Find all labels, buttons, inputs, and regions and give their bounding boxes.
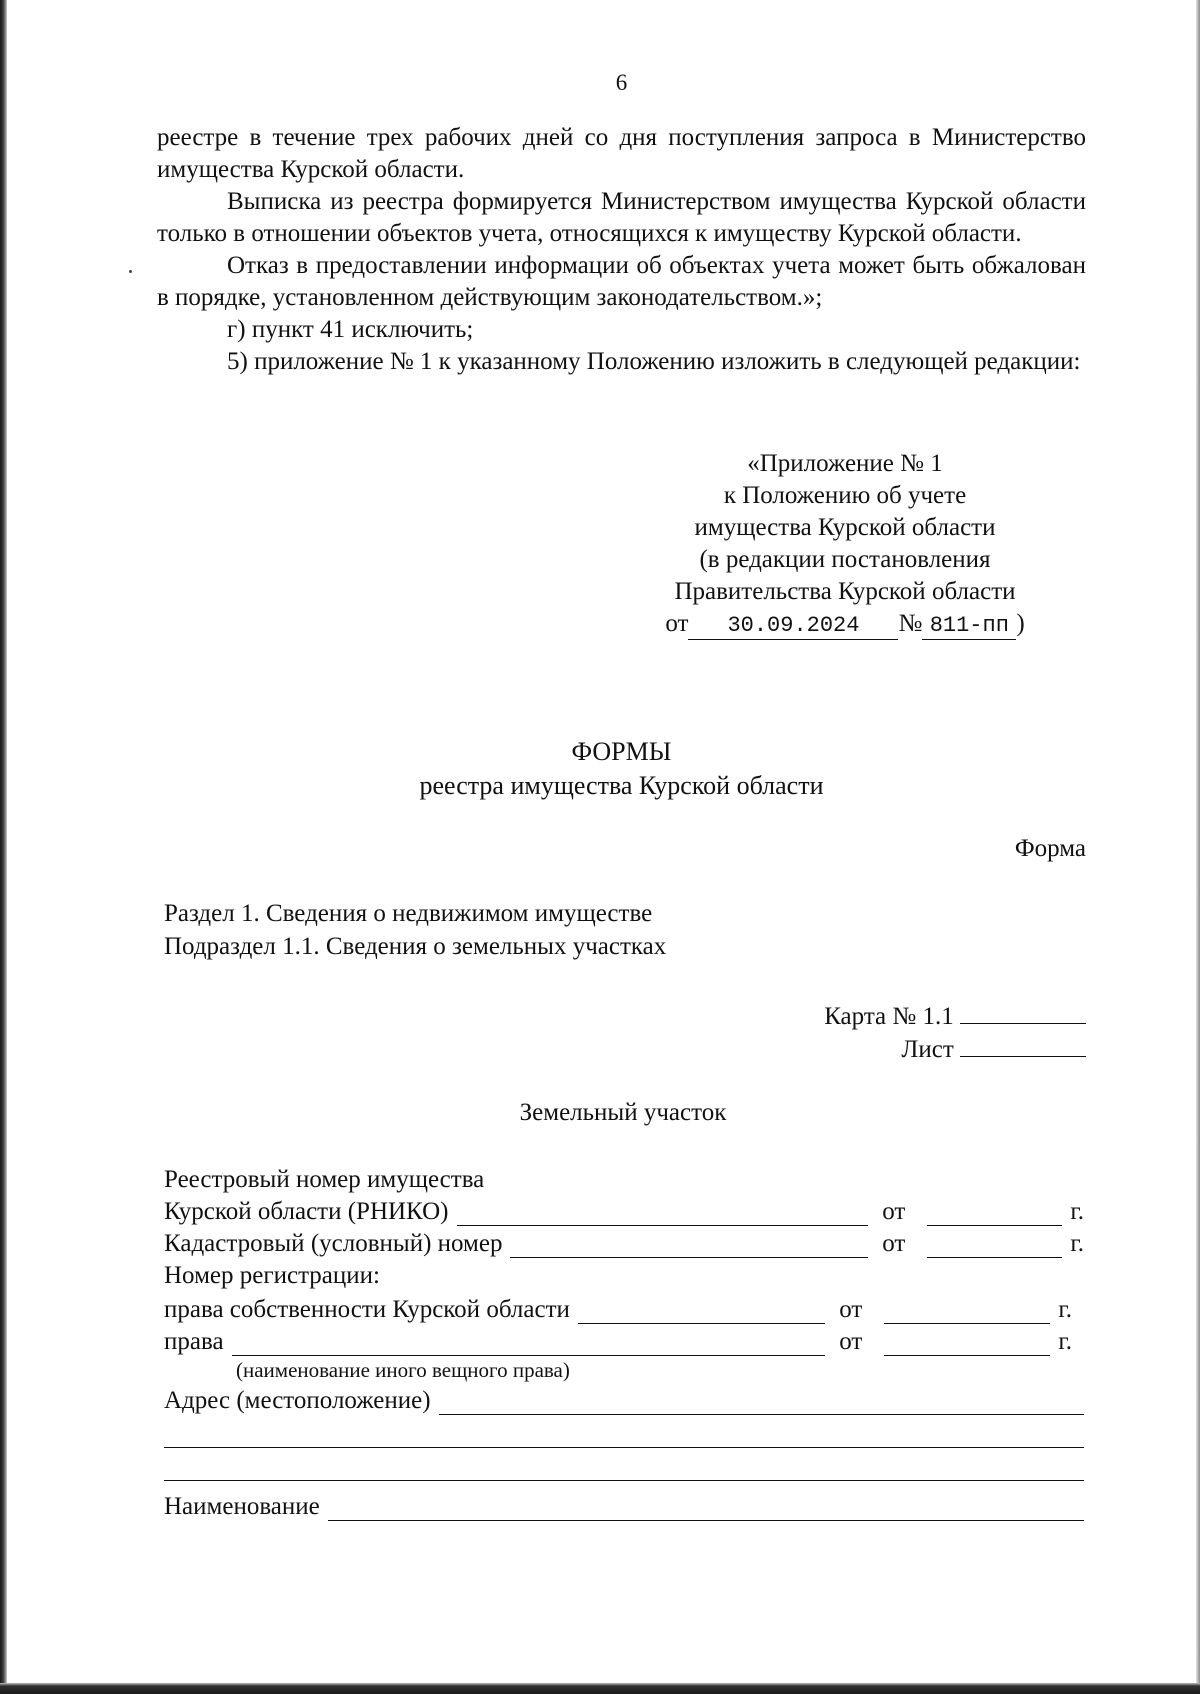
reg-number-label-1: Реестровый номер имущества — [164, 1166, 485, 1193]
ownership-label: права собственности Курской области — [164, 1296, 570, 1323]
paragraph-2: Выписка из реестра формируется Министерством имущества Курской области только в отношении объектов учета, относящихся к имуществу Курской области. — [157, 188, 1086, 247]
ownership-field[interactable] — [578, 1299, 825, 1324]
right-hint-row — [236, 1356, 1084, 1383]
paragraph-3: Отказ в предоставлении информации об объектах учета может быть обжалован в порядке, установленном действующим законодательством.»; — [157, 252, 1086, 311]
land-plot-form — [164, 1162, 1084, 1521]
ownership-row — [164, 1292, 1084, 1324]
appendix-line-5: Правительства Курской области — [674, 578, 1016, 605]
registration-label: Номер регистрации: — [164, 1262, 380, 1289]
name-label: Наименование — [164, 1493, 320, 1520]
sheet-label: Лист — [901, 1036, 954, 1063]
forms-title-line-1: ФОРМЫ — [571, 737, 672, 766]
appendix-ot: от — [665, 610, 689, 637]
reg-number-label-2: Курской области (РНИКО) — [164, 1198, 449, 1225]
cadastral-field[interactable] — [510, 1233, 868, 1258]
rniko-year: г. — [1070, 1198, 1084, 1225]
cadastral-ot: от — [882, 1230, 906, 1257]
appendix-number-sign: № — [898, 610, 923, 637]
registration-row — [164, 1258, 1084, 1290]
name-row — [164, 1489, 1084, 1521]
card-number-label: Карта № 1.1 — [824, 1003, 954, 1030]
reg-number-row-1 — [164, 1162, 1084, 1194]
land-plot-title: Земельный участок — [519, 1099, 727, 1126]
section-heading — [164, 897, 666, 963]
body-text — [157, 122, 1086, 378]
right-hint: (наименование иного вещного права) — [236, 1358, 570, 1382]
address-label: Адрес (местоположение) — [164, 1387, 431, 1414]
ownership-date-field[interactable] — [884, 1299, 1050, 1324]
cadastral-year: г. — [1070, 1230, 1084, 1257]
address-field-line-2[interactable] — [164, 1423, 1084, 1448]
cadastral-label: Кадастровый (условный) номер — [164, 1230, 503, 1257]
section-line-2: Подраздел 1.1. Сведения о земельных участках — [164, 933, 667, 960]
name-field[interactable] — [328, 1496, 1084, 1521]
forma-label: Форма — [1014, 835, 1086, 862]
paragraph-5: 5) приложение № 1 к указанному Положению изложить в следующей редакции: — [227, 348, 1081, 375]
resolution-number: 811-пп — [922, 613, 1016, 640]
card-number-row — [824, 1000, 1086, 1033]
right-row — [164, 1324, 1084, 1356]
paragraph-1: реестре в течение трех рабочих дней со дня поступления запроса в Министерство имущества Курской области. — [157, 124, 1086, 183]
scan-speck — [129, 270, 132, 273]
right-label: права — [164, 1328, 224, 1355]
address-row — [164, 1383, 1084, 1415]
appendix-line-1: «Приложение № 1 — [747, 450, 943, 477]
scan-edge-right — [1196, 0, 1200, 1694]
cadastral-date-field[interactable] — [927, 1233, 1062, 1258]
rniko-ot: от — [882, 1198, 906, 1225]
appendix-close: ) — [1016, 610, 1025, 637]
appendix-line-6 — [600, 608, 1090, 640]
card-info — [824, 1000, 1086, 1066]
right-date-field[interactable] — [884, 1331, 1050, 1356]
right-field[interactable] — [232, 1331, 826, 1356]
paragraph-4: г) пункт 41 исключить; — [227, 316, 474, 343]
sheet-field[interactable] — [960, 1034, 1086, 1057]
cadastral-row — [164, 1226, 1084, 1258]
scan-edge-bottom — [0, 1683, 1200, 1694]
appendix-line-2: к Положению об учете — [723, 482, 967, 509]
section-line-1: Раздел 1. Сведения о недвижимом имуществе — [164, 900, 653, 927]
scan-edge-left — [0, 0, 7, 1694]
rniko-date-field[interactable] — [927, 1201, 1062, 1226]
right-ot: от — [839, 1328, 863, 1355]
right-year: г. — [1058, 1328, 1072, 1355]
address-field[interactable] — [439, 1390, 1084, 1415]
page-number: 6 — [615, 70, 628, 95]
sheet-row — [824, 1033, 1086, 1066]
address-field-line-3[interactable] — [164, 1456, 1084, 1481]
appendix-line-3: имущества Курской области — [694, 514, 996, 541]
appendix-header — [600, 448, 1090, 640]
appendix-line-4: (в редакции постановления — [699, 546, 991, 573]
forms-title — [0, 735, 1200, 803]
card-number-field[interactable] — [960, 1001, 1086, 1024]
ownership-ot: от — [839, 1296, 863, 1323]
forms-title-line-2: реестра имущества Курской области — [419, 771, 824, 800]
reg-number-row-2 — [164, 1194, 1084, 1226]
ownership-year: г. — [1058, 1296, 1072, 1323]
resolution-date: 30.09.2024 — [688, 613, 898, 640]
rniko-field[interactable] — [457, 1201, 869, 1226]
